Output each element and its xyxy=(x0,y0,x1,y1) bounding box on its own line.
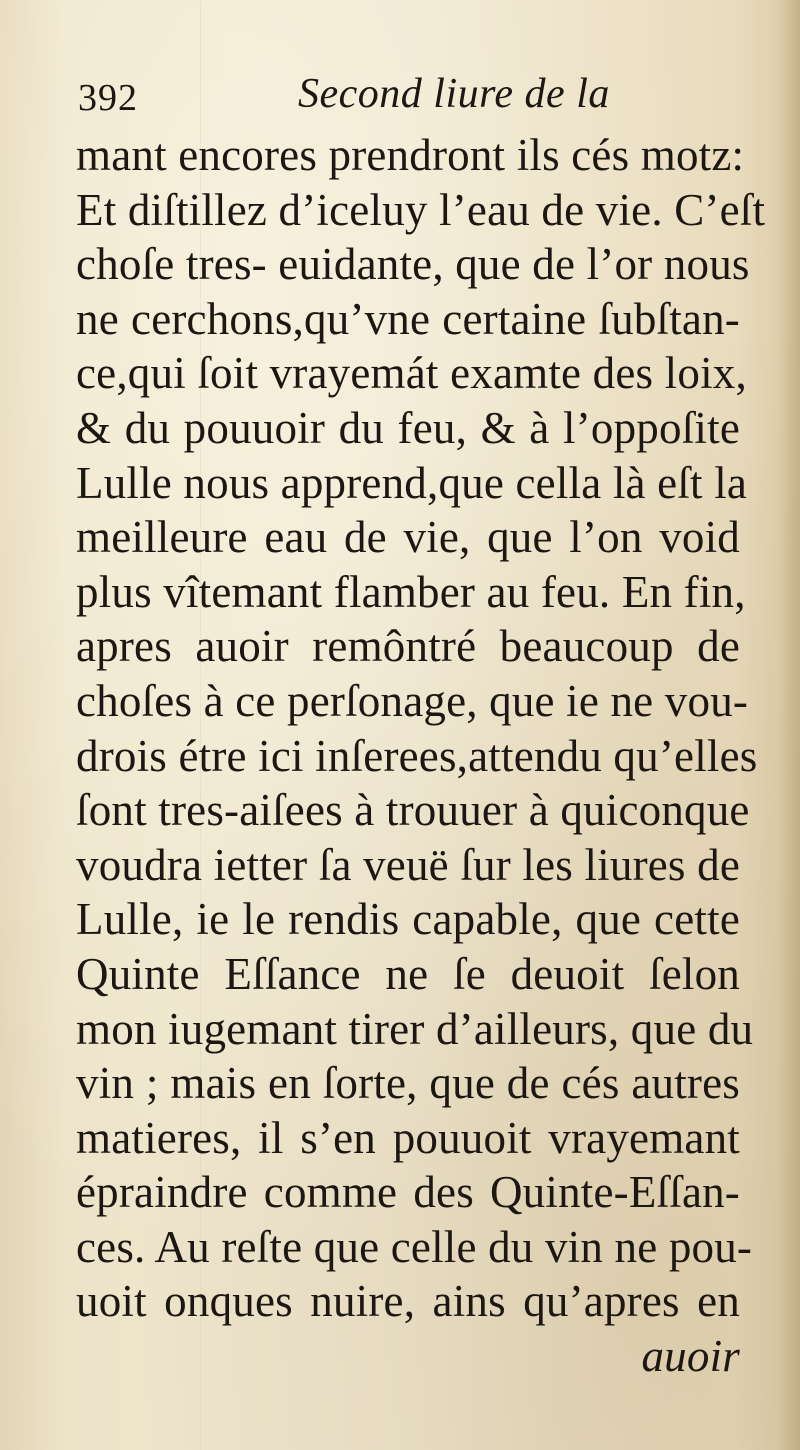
text-line: vin ; mais en ſorte, que de cés autres xyxy=(76,1058,740,1109)
page-number: 392 xyxy=(78,77,138,119)
running-title: Second liure de la xyxy=(298,71,610,117)
text-line: Et diſtillez d’iceluy l’eau de vie. C’eſt xyxy=(76,184,766,235)
text-line: meilleure eau de vie, que l’on void xyxy=(76,512,740,563)
text-line: Lulle, ie le rendis capable, que cette xyxy=(76,894,740,945)
text-line: voudra ietter ſa veuë ſur les liures de xyxy=(76,839,740,890)
text-line: apres auoir remôntré beaucoup de xyxy=(76,621,740,672)
text-line: choſe tres- euidante, que de l’or nous xyxy=(76,239,750,290)
text-line: choſes à ce perſonage, que ie ne vou- xyxy=(76,675,749,726)
body-text xyxy=(76,128,766,1384)
text-line: mon iugemant tirer d’ailleurs, que du xyxy=(76,1003,754,1054)
text-line: drois étre ici inſerees,attendu qu’elles xyxy=(76,730,758,781)
text-line: & du pouuoir du feu, & à l’oppoſite xyxy=(76,402,740,453)
text-line: ce,qui ſoit vrayemát examte des loix, xyxy=(76,348,747,399)
catchword: auoir xyxy=(641,1331,740,1382)
text-line: mant encores prendront ils cés motz: xyxy=(76,130,745,180)
text-line: plus vîtemant flamber au feu. En fin, xyxy=(76,566,746,617)
page-edge-shadow xyxy=(778,0,800,1450)
text-line: Quinte Eſſance ne ſe deuoit ſelon xyxy=(76,948,740,999)
text-line: ne cerchons,qu’vne certaine ſubſtan- xyxy=(76,293,740,344)
text-line: matieres, il s’en pouuoit vrayemant xyxy=(76,1112,740,1163)
page-header xyxy=(70,68,730,128)
text-line: uoit onques nuire, ains qu’apres en xyxy=(76,1276,740,1327)
text-line: ces. Au reſte que celle du vin ne pou- xyxy=(76,1221,753,1272)
text-line: Lulle nous apprend,que cella là eſt la xyxy=(76,457,748,508)
text-line: épraindre comme des Quinte-Eſſan- xyxy=(76,1167,740,1218)
text-line: ſont tres-aiſees à trouuer à quiconque xyxy=(76,785,750,836)
